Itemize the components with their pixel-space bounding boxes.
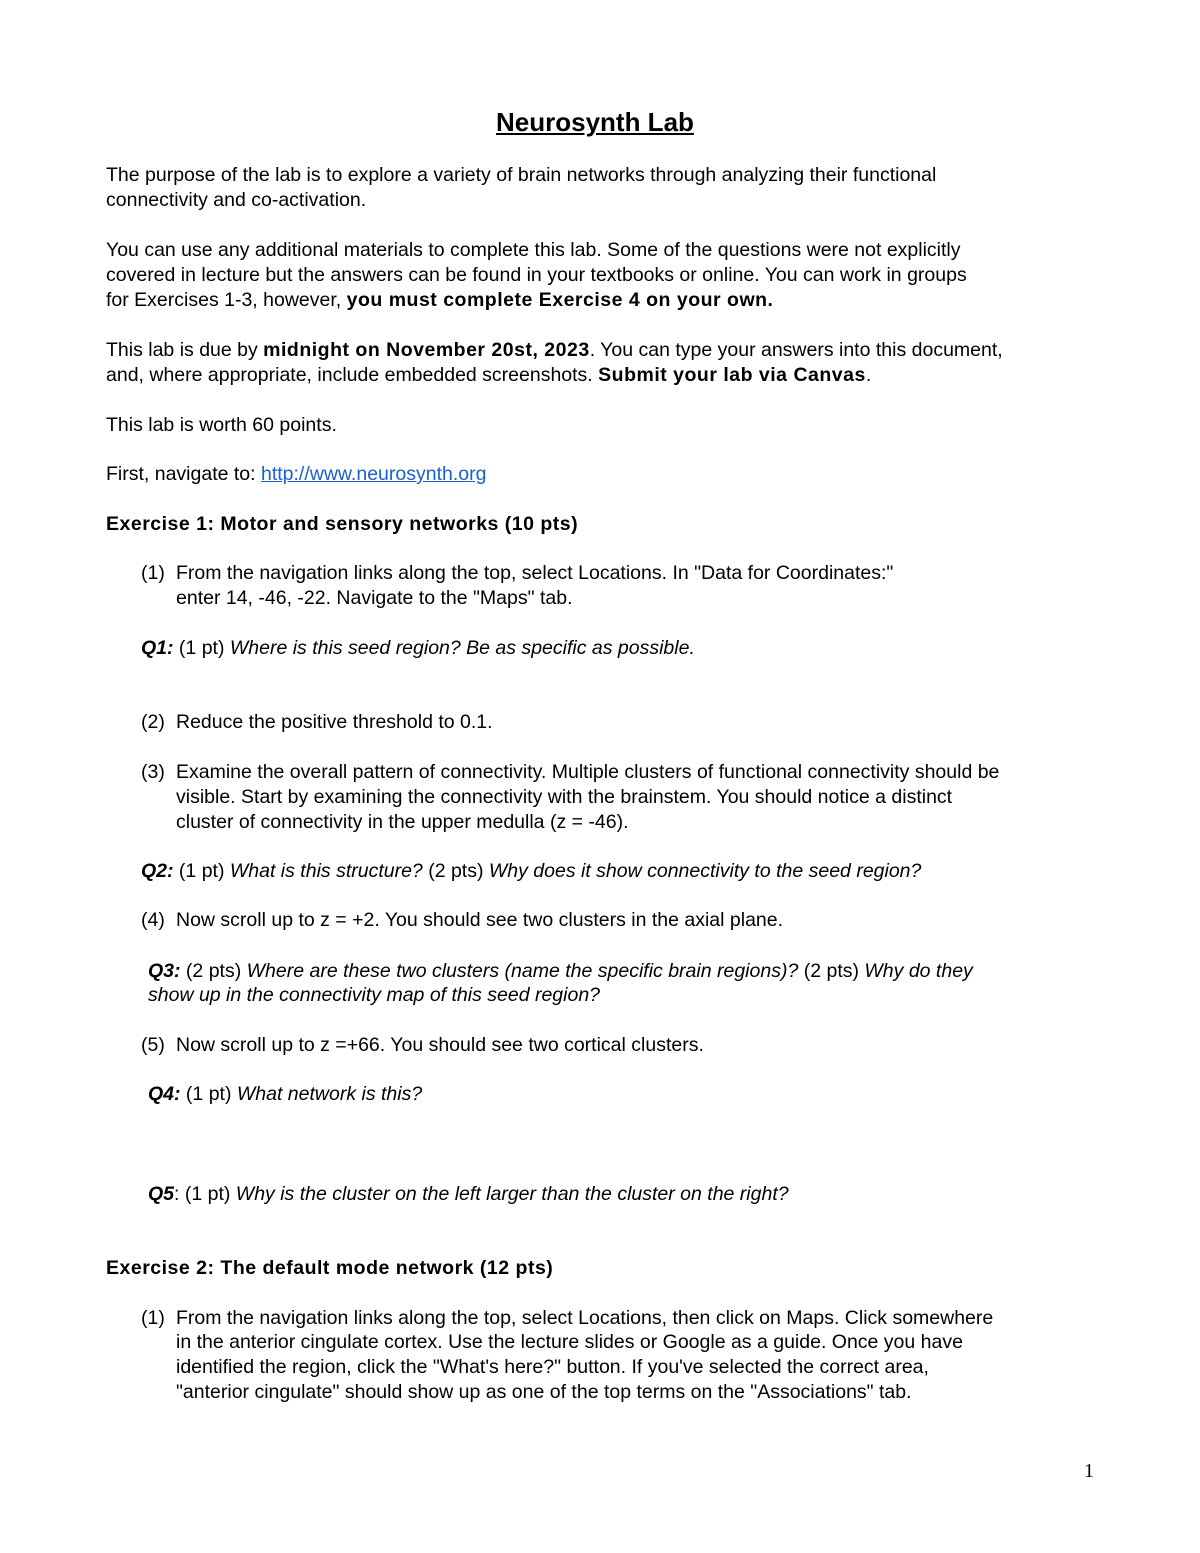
ex1-question-2: [141, 859, 921, 884]
neurosynth-link[interactable]: http://www.neurosynth.org: [260, 463, 487, 485]
q2-label: Q2:: [141, 860, 174, 882]
q4-label: Q4:: [148, 1083, 181, 1105]
intro-materials-line-2: covered in lecture but the answers can be found in your textbooks or online. You can work in groups: [106, 264, 967, 286]
intro-materials-text: for Exercises 1-3, however,: [106, 289, 347, 311]
ex1-step-3-line-2: visible. Start by examining the connectivity with the brainstem. You should notice a distinct: [176, 786, 953, 808]
q1-text: Where is this seed region? Be as specific as possible.: [229, 637, 695, 659]
q3-label: Q3:: [148, 960, 181, 982]
q5-label: Q5: [148, 1183, 175, 1205]
q4-points: (1 pt): [180, 1083, 237, 1105]
ex1-question-4: [148, 1082, 422, 1107]
intro-purpose-line-1: The purpose of the lab is to explore a variety of brain networks through analyzing their functional: [106, 164, 937, 186]
intro-due-text: This lab is due by: [106, 339, 264, 361]
intro-purpose-line-2: connectivity and co-activation.: [106, 189, 367, 211]
intro-exercise4-note: you must complete Exercise 4 on your own.: [346, 289, 774, 311]
intro-submit-note: Submit your lab via Canvas: [598, 364, 866, 386]
intro-due-date: midnight on November 20st, 2023: [263, 339, 590, 361]
ex1-step-4-line-1: Now scroll up to z = +2. You should see two clusters in the axial plane.: [176, 909, 784, 931]
ex2-step-1-line-4: "anterior cingulate" should show up as one of the top terms on the "Associations" tab.: [176, 1381, 912, 1403]
intro-due-rest: . You can type your answers into this document,: [589, 339, 1003, 361]
q2-text-1: What is this structure?: [229, 860, 423, 882]
q3-text-1: Where are these two clusters (name the specific brain regions)?: [246, 960, 799, 982]
intro-navigate-text: First, navigate to:: [106, 463, 261, 485]
ex1-question-3-line-2: show up in the connectivity map of this seed region?: [148, 984, 601, 1006]
ex1-step-1-number: (1): [141, 562, 165, 584]
intro-navigate: [106, 462, 486, 487]
q1-points: (1 pt): [173, 637, 230, 659]
q1-label: Q1:: [141, 637, 174, 659]
q3-points-1: (2 pts): [180, 960, 247, 982]
ex1-step-2-number: (2): [141, 711, 165, 733]
q5-points: : (1 pt): [174, 1183, 236, 1205]
ex2-step-1-number: (1): [141, 1307, 165, 1329]
exercise-2-heading: Exercise 2: The default mode network (12 pts): [106, 1257, 554, 1279]
ex1-step-4-number: (4): [141, 909, 165, 931]
q2-text-2: Why does it show connectivity to the seed region?: [488, 860, 922, 882]
intro-due-line-1: [106, 338, 1003, 363]
ex1-step-5-number: (5): [141, 1034, 165, 1056]
ex1-step-2-line-1: Reduce the positive threshold to 0.1.: [176, 711, 493, 733]
intro-period: .: [865, 364, 872, 386]
ex1-question-5: [148, 1182, 789, 1207]
ex1-question-3-line-1: [148, 959, 973, 984]
ex1-step-3-line-3: cluster of connectivity in the upper medulla (z = -46).: [176, 811, 629, 833]
ex1-step-1-line-2: enter 14, -46, -22. Navigate to the "Maps" tab.: [176, 587, 573, 609]
q2-points-1: (1 pt): [173, 860, 230, 882]
intro-materials-line-1: You can use any additional materials to complete this lab. Some of the questions were not explicitly: [106, 239, 961, 261]
intro-worth: This lab is worth 60 points.: [106, 414, 337, 436]
intro-screenshots-text: and, where appropriate, include embedded screenshots.: [106, 364, 599, 386]
q3-points-2: (2 pts): [798, 960, 865, 982]
ex1-step-1-line-1: From the navigation links along the top, select Locations. In "Data for Coordinates:": [176, 562, 894, 584]
ex1-step-5-line-1: Now scroll up to z =+66. You should see two cortical clusters.: [176, 1034, 704, 1056]
q3-text-2: Why do they: [864, 960, 973, 982]
ex1-step-3-line-1: Examine the overall pattern of connectivity. Multiple clusters of functional connectivity should be: [176, 761, 1000, 783]
ex1-step-3-number: (3): [141, 761, 165, 783]
page-number: 1: [1084, 1460, 1094, 1482]
intro-due-line-2: [106, 363, 871, 388]
intro-materials-line-3: [106, 288, 773, 313]
ex2-step-1-line-1: From the navigation links along the top, select Locations, then click on Maps. Click somewhere: [176, 1307, 994, 1329]
page-title: Neurosynth Lab: [496, 107, 694, 137]
ex2-step-1-line-3: identified the region, click the "What's here?" button. If you've selected the correct area,: [176, 1356, 929, 1378]
q2-points-2: (2 pts): [422, 860, 489, 882]
exercise-1-heading: Exercise 1: Motor and sensory networks (10 pts): [106, 513, 579, 535]
ex1-question-1: [141, 636, 695, 661]
q5-text: Why is the cluster on the left larger than the cluster on the right?: [235, 1183, 789, 1205]
ex2-step-1-line-2: in the anterior cingulate cortex. Use the lecture slides or Google as a guide. Once you have: [176, 1331, 963, 1353]
q4-text: What network is this?: [236, 1083, 423, 1105]
